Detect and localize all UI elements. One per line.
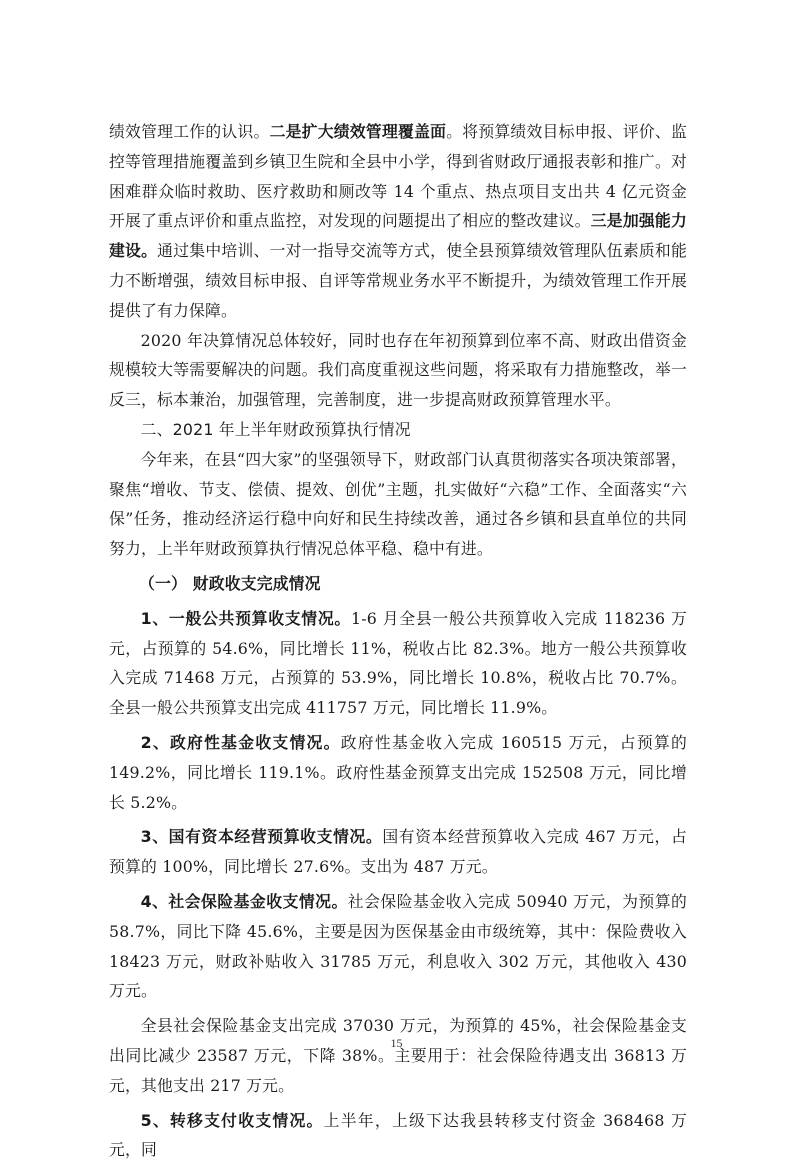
text-run: 1-6 月全县一般公共预算收入完成 118236 万元，占预算的 54.6%，同比增长 11%，税收占比 82.3%。地方一般公共预算收入完成 71468 万元，占预算的 53.9%，同比增长 10.8%，税收占比 70.7%。全县一般公共预算支出完成 411757 万元，同比增长 11.9%。 xyxy=(109,609,687,717)
bold-text-run: 2、政府性基金收支情况。 xyxy=(141,733,341,752)
section-heading-2021-budget-execution xyxy=(109,415,687,445)
paragraph-state-capital xyxy=(109,822,687,882)
paragraph-social-insurance-expenditure xyxy=(109,1011,687,1100)
page-number: 15 xyxy=(0,1036,793,1051)
text-run: 上半年，上级下达我县转移支付资金 368468 万元，同 xyxy=(109,1111,687,1160)
paragraph-transfer-payment xyxy=(109,1106,687,1165)
bold-text-run: 1、一般公共预算收支情况。 xyxy=(141,609,351,628)
text-run: 社会保险基金收入完成 50940 万元，为预算的 58.7%，同比下降 45.6%，主要是因为医保基金由市级统筹，其中：保险费收入 18423 万元，财政补贴收入 31785 万元，利息收入 302 万元，其他收入 430 万元。 xyxy=(109,892,687,1000)
bold-text-run: 三是加强能力建设。 xyxy=(109,211,687,260)
subsection-heading-revenue-expenditure xyxy=(109,569,687,599)
text-run: （一） 财政收支完成情况 xyxy=(139,574,321,593)
paragraph-social-insurance-fund xyxy=(109,887,687,1006)
bold-text-run: 5、转移支付收支情况。 xyxy=(141,1111,324,1130)
text-run: 今年来，在县“四大家”的坚强领导下，财政部门认真贯彻落实各项决策部署，聚焦“增收、节支、偿债、提效、创优”主题，扎实做好“六稳”工作、全面落实“六保”任务，推动经济运行稳中向好和民生持续改善，通过各乡镇和县直单位的共同努力，上半年财政预算执行情况总体平稳、稳中有进。 xyxy=(109,450,687,558)
paragraph-overview xyxy=(109,445,687,564)
text-run: 国有资本经营预算收入完成 467 万元，占预算的 100%，同比增长 27.6%。支出为 487 万元。 xyxy=(109,827,687,876)
text-run: 全县社会保险基金支出完成 37030 万元，为预算的 45%，社会保险基金支出同比减少 23587 万元，下降 38%。主要用于：社会保险待遇支出 36813 万元，其他支出 217 万元。 xyxy=(109,1016,687,1095)
paragraph-2020-final-accounts xyxy=(109,326,687,415)
text-run: 2020 年决算情况总体较好，同时也存在年初预算到位率不高、财政出借资金规模较大等需要解决的问题。我们高度重视这些问题，将采取有力措施整改，举一反三，标本兼治，加强管理，完善制度，进一步提高财政预算管理水平。 xyxy=(109,331,687,410)
text-run: 绩效管理工作的认识。 xyxy=(109,122,270,141)
text-run: 政府性基金收入完成 160515 万元，占预算的 149.2%，同比增长 119.1%。政府性基金预算支出完成 152508 万元，同比增长 5.2%。 xyxy=(109,733,687,812)
text-run: 。将预算绩效目标申报、评价、监控等管理措施覆盖到乡镇卫生院和全县中小学，得到省财政厅通报表彰和推广。对困难群众临时救助、医疗救助和厕改等 14 个重点、热点项目支出共 4 亿元资金开展了重点评价和重点监控，对发现的问题提出了相应的整改建议。 xyxy=(109,122,687,230)
text-run: 二、2021 年上半年财政预算执行情况 xyxy=(141,420,411,439)
bold-text-run: 二是扩大绩效管理覆盖面 xyxy=(270,122,447,141)
paragraph-government-fund xyxy=(109,728,687,817)
paragraph-general-public-budget xyxy=(109,604,687,723)
text-run: 通过集中培训、一对一指导交流等方式，使全县预算绩效管理队伍素质和能力不断增强，绩效目标申报、自评等常规业务水平不断提升，为绩效管理工作开展提供了有力保障。 xyxy=(109,241,687,320)
document-body xyxy=(109,117,687,1165)
paragraph-performance-management xyxy=(109,117,687,326)
bold-text-run: 3、国有资本经营预算收支情况。 xyxy=(141,827,383,846)
bold-text-run: 4、社会保险基金收支情况。 xyxy=(141,892,348,911)
